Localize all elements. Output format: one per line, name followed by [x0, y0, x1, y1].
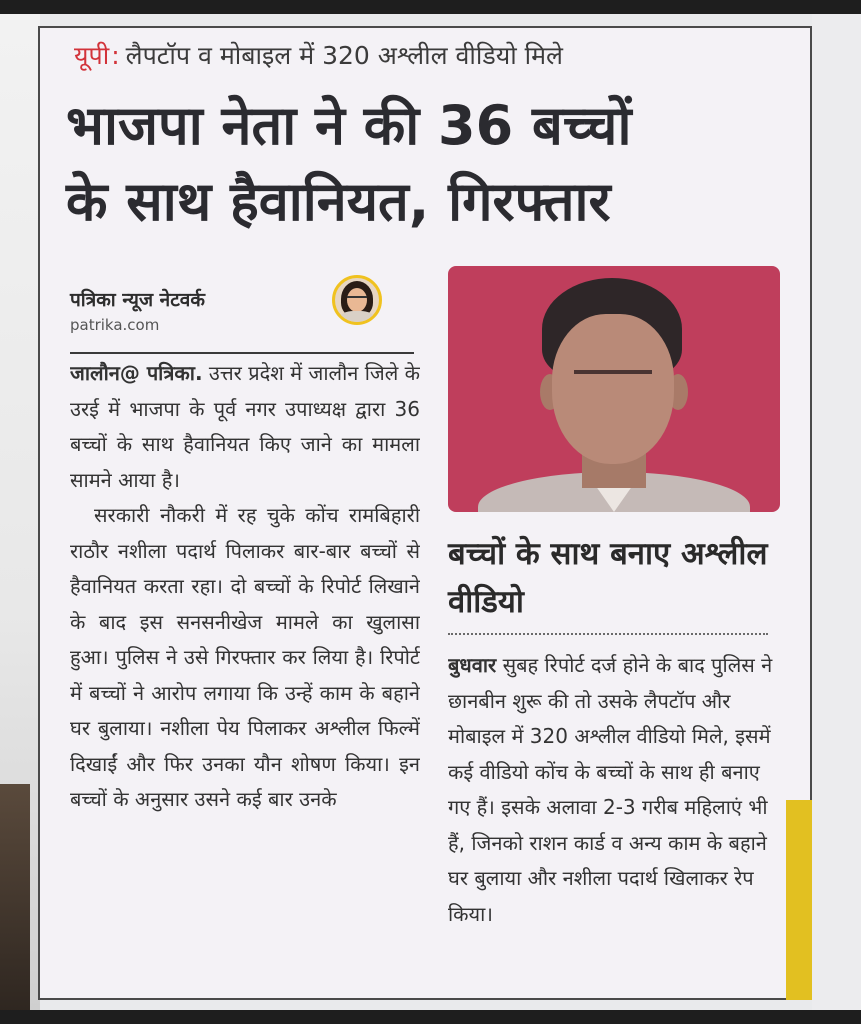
kicker-text: लैपटॉप व मोबाइल में 320 अश्लील वीडियो मिले	[125, 41, 563, 70]
accused-photo	[448, 266, 780, 512]
reporter-avatar	[332, 275, 382, 325]
byline-site: patrika.com	[70, 316, 160, 334]
avatar-shirt	[340, 311, 374, 325]
kicker-separator: :	[111, 41, 120, 70]
kicker-tag: यूपी	[74, 41, 110, 70]
newspaper-clipping	[38, 26, 812, 1000]
left-paragraph-1	[70, 356, 420, 498]
dateline: जालौन@ पत्रिका.	[70, 361, 203, 385]
right-paragraph	[448, 648, 788, 932]
headline-line-1: भाजपा नेता ने की 36 बच्चों	[66, 94, 632, 157]
right-lead-word: बुधवार	[448, 653, 497, 677]
byline	[70, 286, 340, 336]
background-shadow	[0, 784, 30, 1014]
photo-brow	[574, 370, 652, 380]
subheading: बच्चों के साथ बनाए अश्लील वीडियो	[448, 536, 768, 620]
byline-name: पत्रिका न्यूज नेटवर्क	[70, 289, 205, 311]
right-paragraph-text: सुबह रिपोर्ट दर्ज होने के बाद पुलिस ने छानबीन शुरू की तो उसके लैपटॉप और मोबाइल में 320 अश्लील वीडियो मिले, इसमें कई वीडियो कोंच के बच्चों के साथ ही बनाए गए हैं। इसके अलावा 2-3 गरीब महिलाएं भी हैं, जिनको राशन कार्ड व अन्य काम के बहाने घर बुलाया और नशीला पदार्थ खिलाकर रेप किया।	[448, 653, 773, 926]
subheading-rule	[448, 633, 768, 635]
photo-head	[552, 314, 674, 464]
left-column-text	[70, 356, 420, 1000]
kicker-line	[74, 36, 794, 76]
avatar-glasses	[347, 296, 367, 303]
right-column-text	[448, 648, 788, 1000]
byline-divider	[70, 352, 414, 354]
photo-frame-top	[0, 0, 861, 14]
background-margin	[812, 14, 861, 1010]
background-strip	[0, 14, 40, 1010]
left-paragraph-1-text: उत्तर प्रदेश में जालौन जिले के उरई में भाजपा के पूर्व नगर उपाध्यक्ष द्वारा 36 बच्चों के साथ हैवानियत किए जाने का मामला सामने आया है।	[70, 361, 420, 492]
left-paragraph-2: सरकारी नौकरी में रह चुके कोंच रामबिहारी राठौर नशीला पदार्थ पिलाकर बार-बार बच्चों से हैवानियत करता रहा। दो बच्चों के रिपोर्ट लिखाने के बाद इस सनसनीखेज मामले का खुलासा हुआ। पुलिस ने उसे गिरफ्तार कर लिया है। रिपोर्ट में बच्चों ने आरोप लगाया कि उन्हें काम के बहाने घर बुलाया। नशीला पेय पिलाकर अश्लील फिल्में दिखाईं और फिर उनका यौन शोषण किया। इन बच्चों के अनुसार उसने कई बार उनके	[70, 503, 420, 811]
photo-frame-bottom	[0, 1010, 861, 1024]
headline-line-2: के साथ हैवानियत, गिरफ्तार	[66, 170, 611, 233]
yellow-edge-tab	[786, 800, 812, 1000]
headline	[66, 88, 806, 240]
